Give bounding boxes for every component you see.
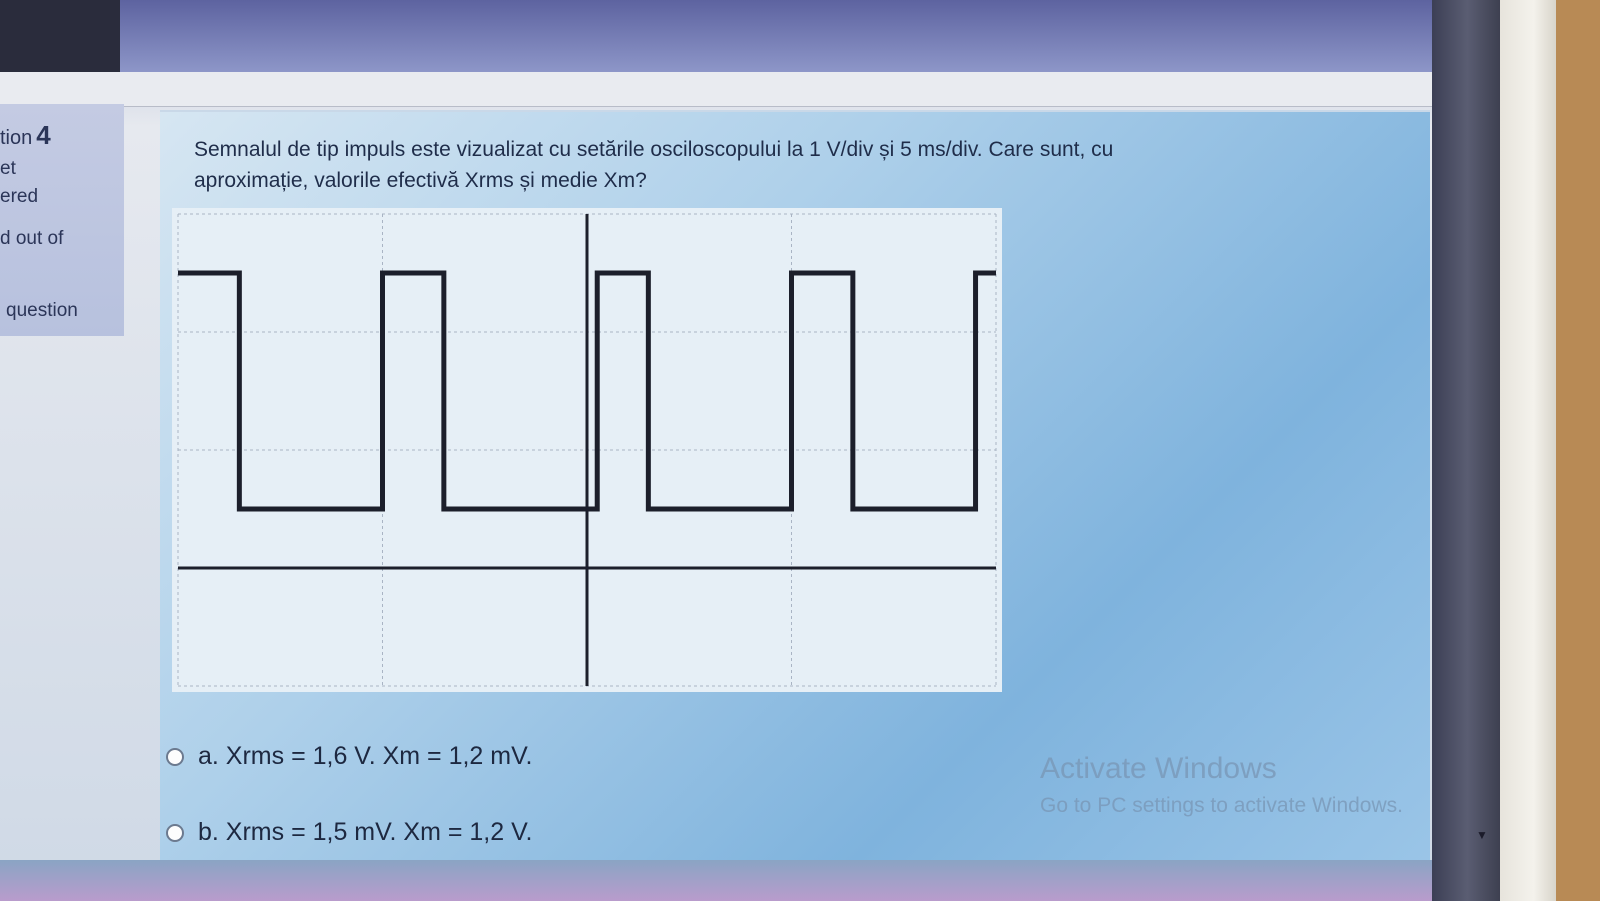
desk-surface <box>1556 0 1600 901</box>
marks-label: d out of <box>0 228 64 249</box>
status-line-1: et <box>0 158 16 179</box>
question-number-value: 4 <box>36 120 51 150</box>
watermark-subtitle: Go to PC settings to activate Windows. <box>1040 794 1403 817</box>
question-info-panel <box>0 104 124 336</box>
question-number <box>0 120 51 151</box>
screen-corner-shadow <box>0 0 120 80</box>
flag-question-link[interactable] <box>6 300 78 322</box>
taskbar-edge <box>0 860 1440 901</box>
question-card <box>160 110 1430 901</box>
option-b-label: b. Xrms = 1,5 mV. Xm = 1,2 V. <box>198 818 533 846</box>
browser-header <box>0 0 1440 72</box>
option-a-radio[interactable] <box>166 748 184 766</box>
scroll-down-arrow-icon[interactable]: ▼ <box>1476 828 1488 842</box>
option-a[interactable] <box>166 742 532 771</box>
header-separator <box>0 72 1440 107</box>
option-b[interactable] <box>166 818 532 847</box>
activation-watermark <box>1040 752 1403 818</box>
monitor-frame <box>1500 0 1556 901</box>
option-b-radio[interactable] <box>166 824 184 842</box>
status-line-2: ered <box>0 186 39 207</box>
watermark-title: Activate Windows <box>1040 752 1277 785</box>
flag-question-label: question <box>6 300 78 321</box>
question-text: Semnalul de tip impuls este vizualizat cu setările osciloscopului la 1 V/div și 5 ms/div. Care sunt, cu aproximație, valorile efectivă Xrms și medie Xm? <box>194 138 1114 192</box>
option-a-label: a. Xrms = 1,6 V. Xm = 1,2 mV. <box>198 742 533 770</box>
oscilloscope-screen <box>172 208 1002 692</box>
question-label: tion <box>0 127 33 149</box>
